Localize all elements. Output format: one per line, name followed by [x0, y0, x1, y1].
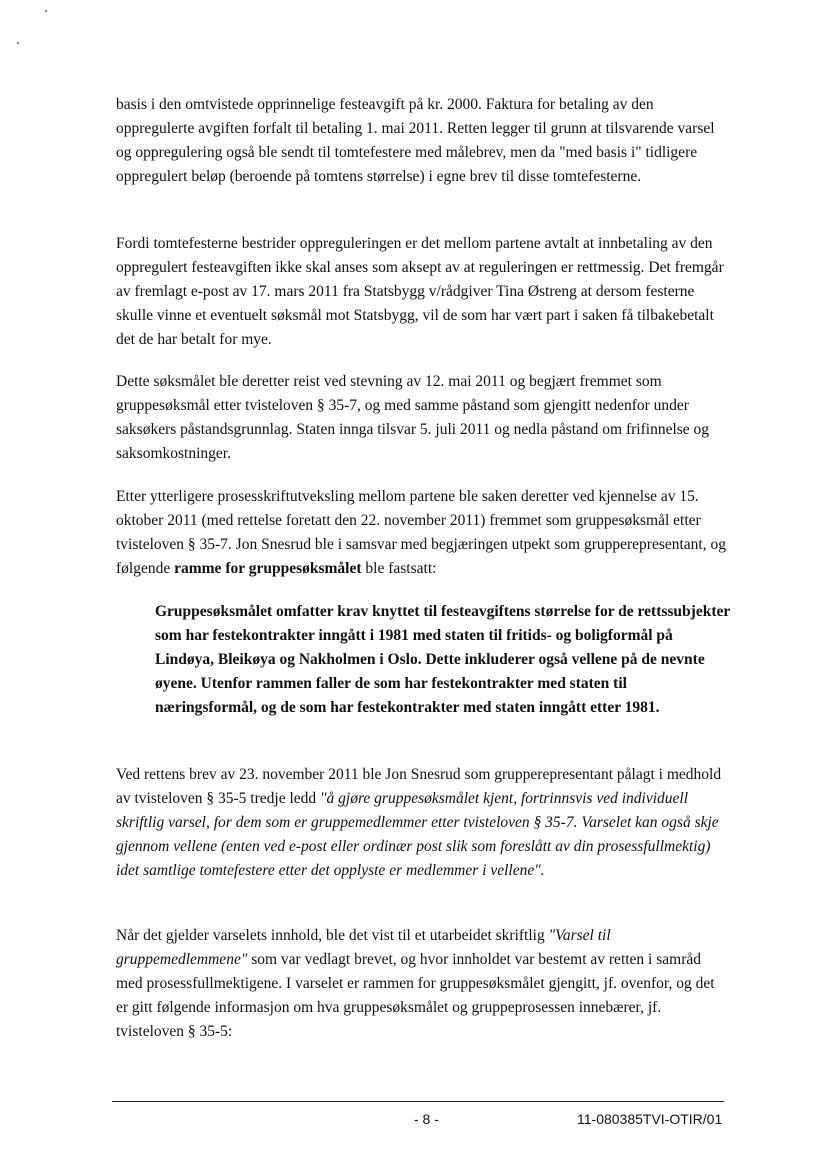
- paragraph-2: Fordi tomtefesterne bestrider oppreguleringen er det mellom partene avtalt at innbetaling av den oppregulert festeavgiften ikke skal anses som aksept av at reguleringen er rettmessig. Det fremgår av fremlagt e-post av 17. mars 2011 fra Statsbygg v/rådgiver Tina Østreng at dersom festerne skulle vinne et eventuelt søksmål mot Statsbygg, vil de som har vært part i saken få tilbakebetalt det de har betalt for mye.: [116, 235, 724, 348]
- paragraph-6-text: Når det gjelder varselets innhold, ble det vist til et utarbeidet skriftlig: [116, 927, 549, 944]
- paragraph-1: basis i den omtvistede opprinnelige festeavgift på kr. 2000. Faktura for betaling av den oppregulerte avgiften forfalt til betaling 1. mai 2011. Retten legger til grunn at tilsvarende varsel og oppregulering også ble sendt til tomtefestere med målebrev, men da "med basis i" tidligere oppregulert beløp (beroende på tomtens størrelse) i egne brev til disse tomtefesterne.: [116, 96, 715, 185]
- paragraph-5-italic: "å gjøre gruppesøksmålet kjent, fortrinnsvis ved individuell skriftlig varsel, for dem som er gruppemedlemmer etter tvisteloven § 35-7. Varselet kan også skje gjennom vellene (enten ved e-post eller ordinær post slik som foreslått av din prosessfullmektig) idet samtlige tomtefestere etter det opplyste er medlemmer i vellene".: [116, 790, 719, 879]
- paragraph-4: [116, 485, 728, 581]
- paragraph-4-text: Etter ytterligere prosesskriftutveksling mellom partene ble saken deretter ved kjennelse av 15. oktober 2011 (med rettelse foretatt den 22. november 2011) fremmet som gruppesøksmål etter tvisteloven § 35-7. Jon Snesrud ble i samsvar med begjæringen utpekt som grupperepresentant, og følgende: [116, 488, 726, 577]
- footer-divider: [112, 1101, 724, 1102]
- paragraph-3: Dette søksmålet ble deretter reist ved stevning av 12. mai 2011 og begjært fremmet som gruppesøksmål etter tvisteloven § 35-7, og med samme påstand som gjengitt nedenfor under saksøkers påstandsgrunnlag. Staten innga tilsvar 5. juli 2011 og nedla påstand om frifinnelse og saksomkostninger.: [116, 373, 710, 462]
- paragraph-6-italic: "Varsel til gruppemedlemmene": [116, 927, 611, 968]
- paragraph-5: [116, 763, 728, 883]
- paragraph-5-text: Ved rettens brev av 23. november 2011 ble Jon Snesrud som grupperepresentant pålagt i medhold av tvisteloven § 35-5 tredje ledd: [116, 766, 722, 807]
- page-number: - 8 -: [414, 1111, 439, 1127]
- scan-speck: [45, 10, 47, 12]
- scan-speck: [17, 42, 19, 44]
- paragraph-4-end: ble fastsatt:: [361, 560, 437, 577]
- paragraph-4-bold: ramme for gruppesøksmålet: [174, 560, 362, 577]
- case-number: 11-080385TVI-OTIR/01: [577, 1111, 723, 1127]
- group-lawsuit-frame-quote: Gruppesøksmålet omfatter krav knyttet til festeavgiftens størrelse for de rettssubjekter som har festekontrakter inngått i 1981 med staten til fritids- og boligformål på Lindøya, Bleikøya og Nakholmen i Oslo. Dette inkluderer også vellene på de nevnte øyene. Utenfor rammen faller de som har festekontrakter med staten til næringsformål, og de som har festekontrakter med staten inngått etter 1981.: [155, 603, 730, 716]
- paragraph-6: [116, 924, 728, 1044]
- paragraph-6-end: som var vedlagt brevet, og hvor innholdet var bestemt av retten i samråd med prosessfullmektigene. I varselet er rammen for gruppesøksmålet gjengitt, jf. ovenfor, og det er gitt følgende informasjon om hva gruppesøksmålet og gruppeprosessen innebærer, jf. tvisteloven § 35-5:: [116, 951, 715, 1040]
